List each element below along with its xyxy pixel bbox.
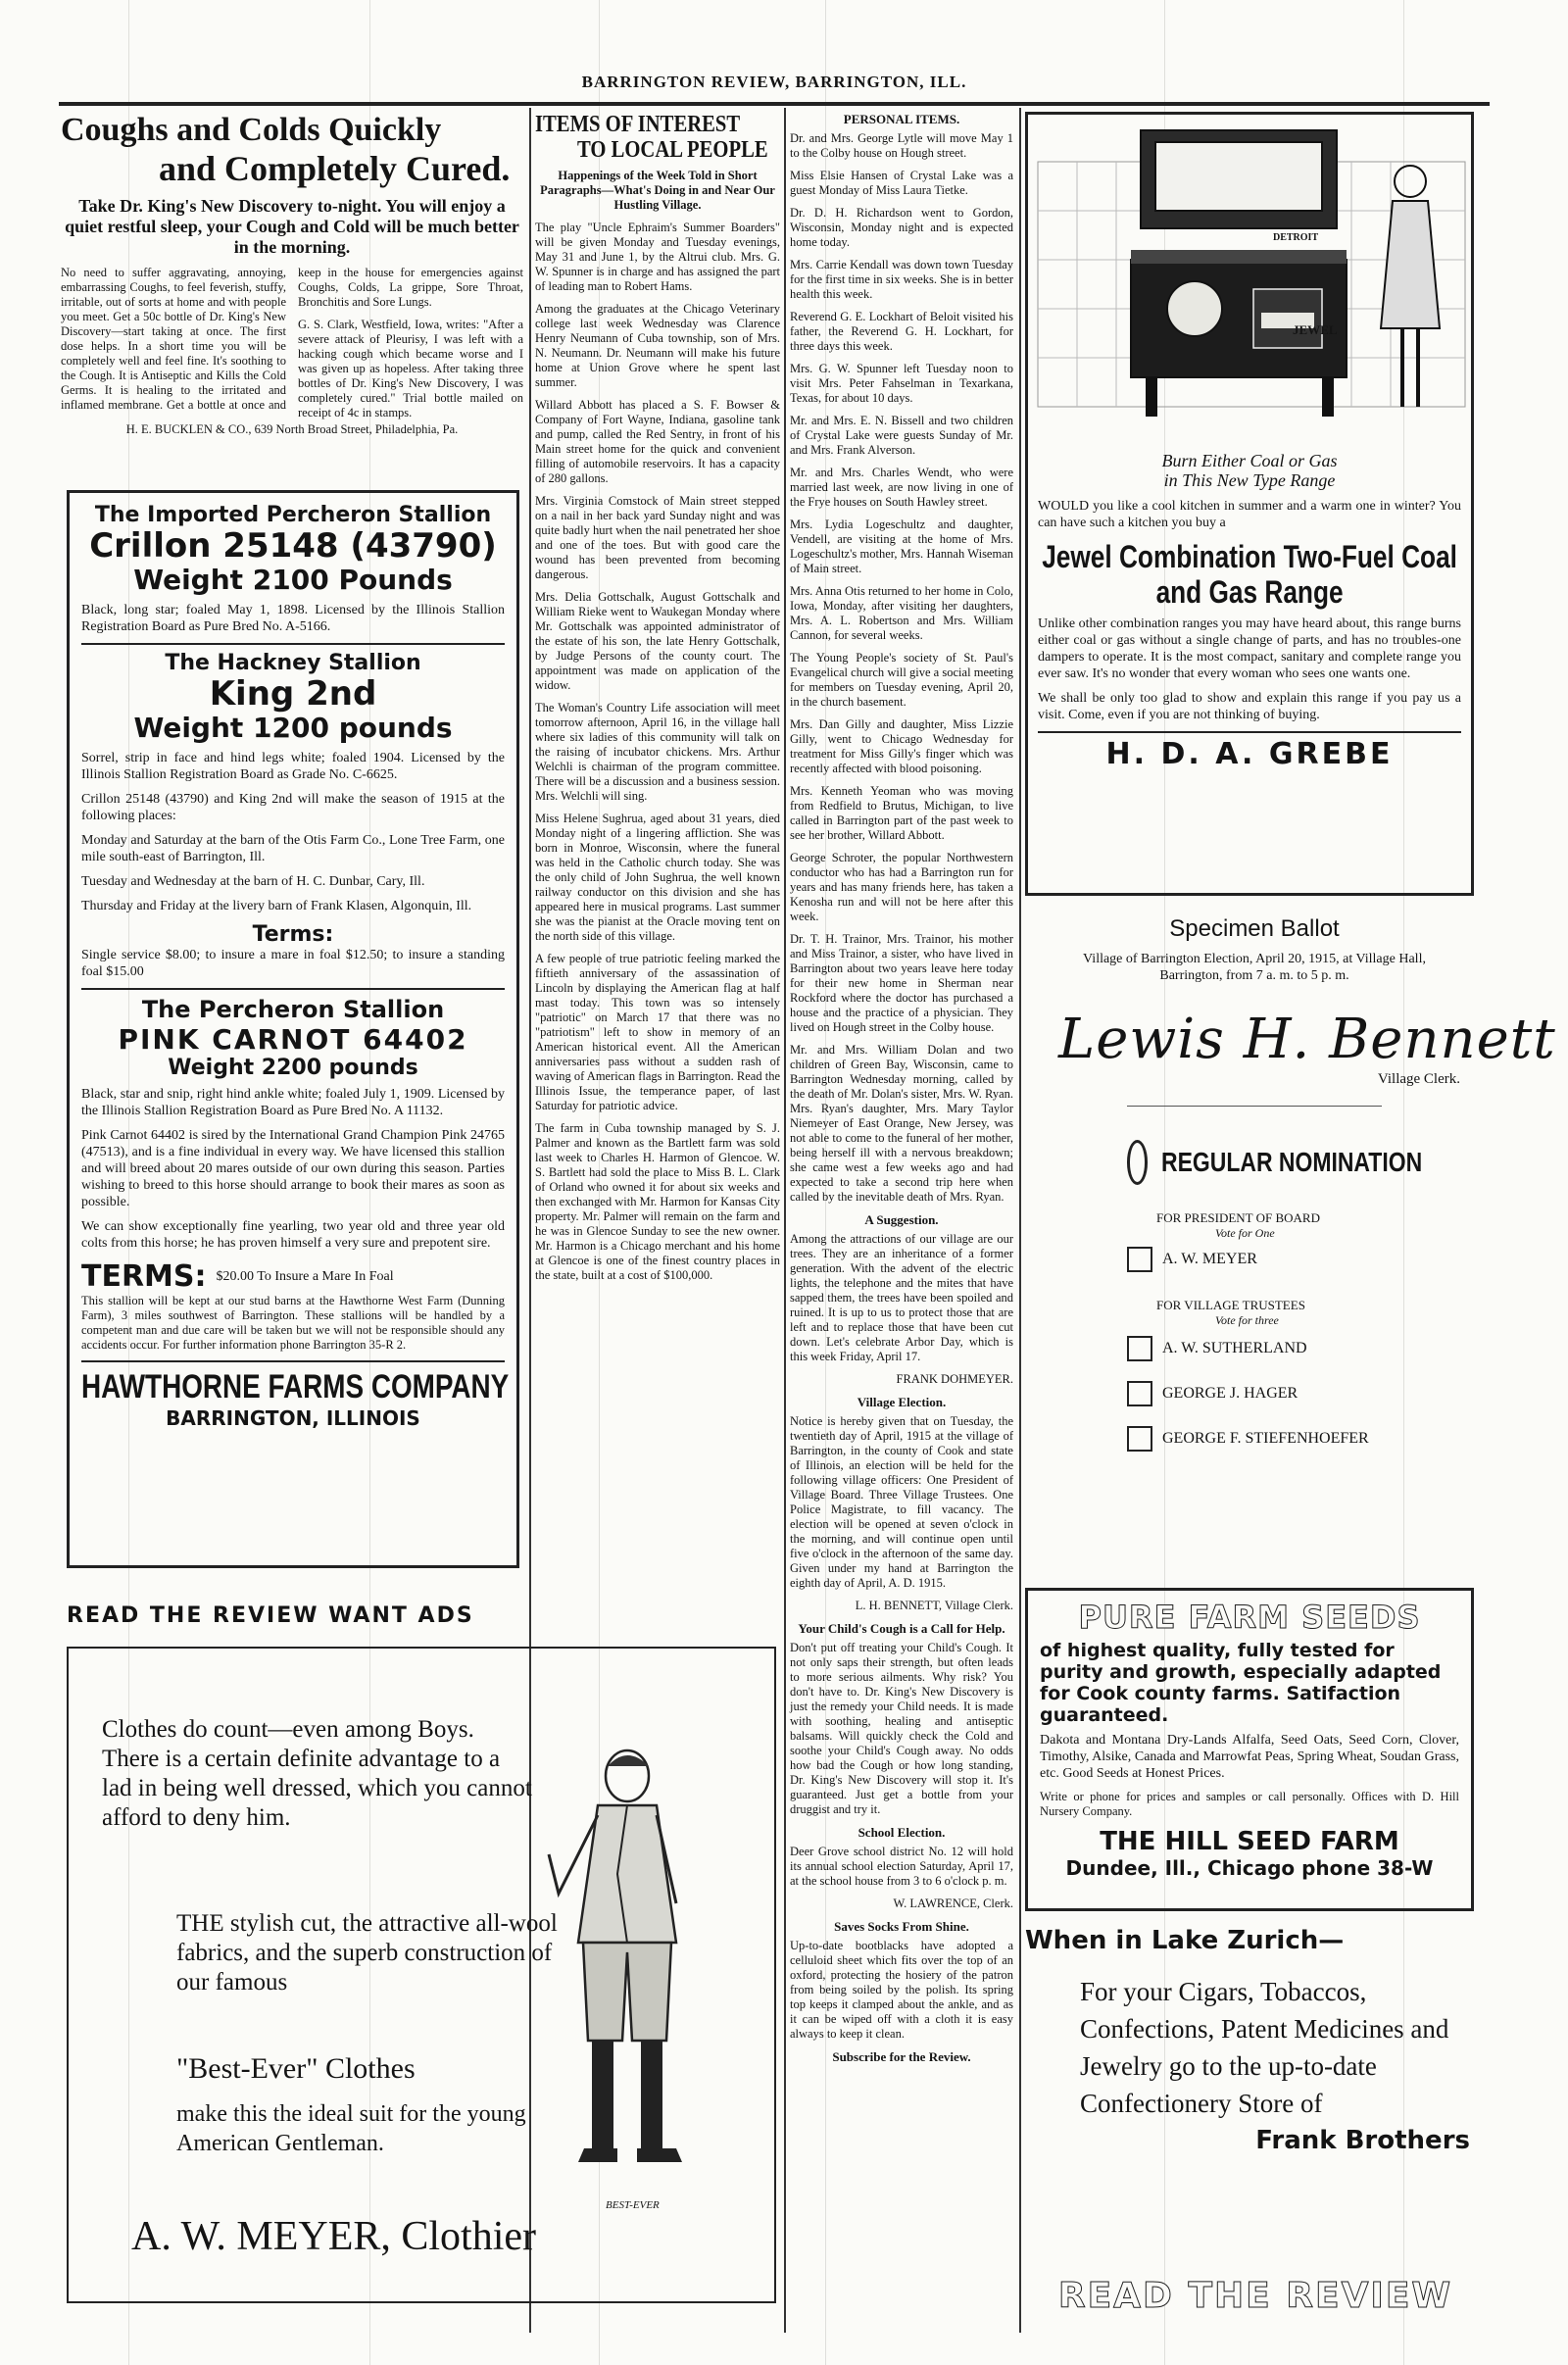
range-body-1: Unlike other combination ranges you may have heard about, this range burns either coal or gas without a single change of parts, and has no troubles-one dampers to operate. It is the most compact, sanitary and complete range you ever saw. It's no wonder that every woman who sees one wants one. [1038,616,1461,681]
read-the-review: READ THE REVIEW [1057,2276,1453,2316]
coughs-body-1: No need to suffer aggravating, annoying, embarrassing Coughs, to feel feverish, stuffy, irritable, out of sorts at home and with people you meet. Get a 50c bottle of Dr. King's New Discovery—start taking at once. The first dose helps. In a short time you will be completely well and feel fine. It's soothing to the Cough. It is Antiseptic and Kills the Cold Germs. It is healing to the irritated and inflamed membrane. Get a bottle at once and keep in the house for emergencies against Coughs, Colds, La grippe, Sore Throat, Bronchitis and Sore Lungs. [61,266,523,412]
items-of-interest [535,112,780,1641]
item-paragraph: Among the graduates at the Chicago Veterinary college last week Wednesday was Clarence Henry Neumann of Cuba township, son of Mrs. N. Neumann. Dr. Neumann will make his future home at Union Grove where he spent last summer. [535,302,780,389]
personal-paragraph: Mrs. Kenneth Yeoman who was moving from Redfield to Brutus, Michigan, to live called in Barrington part of the past week to see her brother, Willard Abbott. [790,784,1013,842]
ballot-line-1: Village of Barrington Election, April 20, 1915, at Village Hall, [1083,952,1426,966]
item-paragraph: The farm in Cuba township managed by S. J. Palmer and known as the Bartlett farm was sold last week to Charles H. Harmon of Glencoe. W. S. Bartlett had sold the place to Miss B. L. Clark of Orland who owned it for about six weeks and then exchanged with Mr. Harmon for Kansas City property. Mr. Palmer will remain on the farm and he was in Glencoe Sunday to see the new owner. Mr. Harmon is a Chicago merchant and his home at Glencoe is one of the finest country places in the state, built at a cost of $100,000. [535,1121,780,1282]
seeds-list: Dakota and Montana Dry-Lands Alfalfa, Seed Oats, Seed Corn, Clover, Timothy, Alsike, Canada and Marrowfat Peas, Spring Wheat, Soudan Grass, etc. Good Seeds at Honest Prices. [1040,1733,1459,1781]
range-title-2: and Gas Range [1155,574,1344,610]
suggestion-body: Among the attractions of our village are our trees. They are an inheritance of a former generation. With the advent of the electric lights, the telephone and the mites that have sapped them, the trees have been spoiled and ruined. It is up to us to protect those that are left and to replace those that have been cut down. Let's celebrate Arbor Day, which is this week Friday, April 17. [790,1232,1013,1363]
range-caption-2: in This New Type Range [1163,470,1336,490]
suggestion-title: A Suggestion. [864,1212,939,1227]
president-label: FOR PRESIDENT OF BOARD [1156,1210,1320,1225]
stallion-heading: The Imported Percheron Stallion [94,503,492,527]
zurich-store: Frank Brothers [1255,2126,1470,2155]
range-dealer: H. D. A. GREBE [1105,737,1394,771]
column-rule [1019,108,1021,2333]
candidate-trustee: A. W. SUTHERLAND [1162,1340,1307,1356]
trustee-note: Vote for three [1215,1313,1279,1327]
range-intro: WOULD you like a cool kitchen in summer and a warm one in winter? You can have such a kitchen you buy a [1038,499,1461,530]
subscribe-line: Subscribe for the Review. [832,2049,971,2064]
personal-paragraph: Mrs. Carrie Kendall was down town Tuesday for the first time in six weeks. She is in better health this week. [790,258,1013,301]
stallion-desc: Black, long star; foaled May 1, 1898. Licensed by the Illinois Stallion Registration Board as Pure Bred No. A-5166. [81,603,505,634]
coughs-signature: H. E. BUCKLEN & CO., 639 North Broad Street, Philadelphia, Pa. [125,422,459,436]
terms-detail: Single service $8.00; to insure a mare in foal $12.50; to insure a standing foal $15.00 [81,948,505,979]
hackney-weight: Weight 1200 pounds [133,712,453,744]
personal-paragraph: Mr. and Mrs. E. N. Bissell and two children of Crystal Lake were guests Sunday of Mr. and Mrs. Frank Alverson. [790,414,1013,457]
seeds-title: PURE FARM SEEDS [1078,1599,1421,1636]
clerk-title: Village Clerk. [1377,1071,1460,1087]
personal-paragraph: Miss Elsie Hansen of Crystal Lake was a guest Monday of Miss Laura Tietke. [790,169,1013,197]
items-title-2: TO LOCAL PEOPLE [577,137,768,163]
president-checkbox[interactable] [1127,1247,1152,1272]
boy-in-suit-illustration [529,1737,725,2188]
coughs-body-2: G. S. Clark, Westfield, Iowa, writes: "After a severe attack of Pleurisy, I was left with a hacking cough which became worse and I was given up as hopeless. After taking three bottles of Dr. King's New Discovery, I was completely cured." Trial bottle mailed on receipt of 4c in stamps. [298,318,523,419]
personal-paragraph: Mrs. Dan Gilly and daughter, Miss Lizzie Gilly, went to Chicago Wednesday for treatment for Miss Gilly's finger which was recently affected with blood poisoning. [790,717,1013,775]
stallion-ad [67,490,519,1568]
item-paragraph: Mrs. Delia Gottschalk, August Gottschalk and William Rieke went to Waukegan Monday where Mr. Gottschalk was appointed administrator of the estate of his son, the late Henry Gottschalk, by Judge Persons of the county court. The appointment was made on application of the widow. [535,590,780,692]
header-rule [59,102,1490,106]
terms2-detail: $20.00 To Insure a Mare In Foal [216,1269,394,1284]
personal-paragraph: Mr. and Mrs. William Dolan and two children of Green Bay, Wisconsin, came to Barrington Wednesday morning, called by the death of Mr. Dolan's sister, Mrs. W. Ryan. Mrs. Ryan's daughter, Mrs. Mary Taylor Niemeyer of East Orange, New Jersey, was not able to come to the funeral of her mother, being herself ill with a nervous breakdown; she came west a few weeks ago and had expected to take a second trip here when called by the inevitable death of Mrs. Ryan. [790,1043,1013,1204]
trustee-checkbox[interactable] [1127,1381,1152,1406]
candidate-trustee: GEORGE J. HAGER [1162,1385,1298,1402]
candidate-trustee: GEORGE F. STIEFENHOEFER [1162,1430,1369,1447]
item-paragraph: Mrs. Virginia Comstock of Main street stepped on a nail in her back yard Sunday night and was quite badly hurt when the nail penetrated her shoe and one of the toes. But with good care the wound has been prevented from becoming dangerous. [535,494,780,581]
clothier-ad [67,1647,776,2303]
stallion-name: Crillon 25148 (43790) [89,526,497,566]
cough-call-title: Your Child's Cough is a Call for Help. [798,1621,1005,1636]
socks-title: Saves Socks From Shine. [834,1919,969,1934]
company-city: BARRINGTON, ILLINOIS [166,1406,420,1430]
range-brand: DETROIT [1273,232,1319,243]
stallion-weight: Weight 2100 Pounds [133,564,453,596]
election-body: Notice is hereby given that on Tuesday, the twentieth day of April, 1915 at the village of Barrington, in the county of Cook and state of Illinois, an election will be held for the following village officers: One President of Village Board. Three Village Trustees. One Police Magistrate, to fill vacancy. The election will be opened at seven o'clock in the morning, and will continue open until five o'clock in the afternoon of the same day. Given under my hand at Barrington the eighth day of April, A. D. 1915. [790,1414,1013,1590]
terms2-heading: TERMS: [81,1259,207,1294]
item-paragraph: A few people of true patriotic feeling marked the fiftieth anniversary of the assassination of Lincoln by displaying the American flag at half mast today. This town was so intensely "patriotic" on March 17 that there was no "patriotism" left to show in memory of an American historical event. All the American anniversaries pass without a sudden rash of waving of American flags in Barrington. Read the Illinois Issue, the temperance paper, of last Saturday for patriotic advice. [535,952,780,1112]
percheron-desc: Black, star and snip, right hind ankle white; foaled July 1, 1909. Licensed by the Illinois Stallion Registration Board as Pure Bred No. A 11132. [81,1087,505,1118]
percheron-name: PINK CARNOT 64402 [118,1023,468,1056]
trustee-checkbox[interactable] [1127,1336,1152,1361]
school-election-title: School Election. [858,1825,946,1840]
jewel-range-ad [1025,112,1474,896]
hackney-name: King 2nd [209,674,377,714]
range-label: JEWEL [1293,322,1338,337]
school-election-body: Deer Grove school district No. 12 will hold its annual school election Saturday, April 17, at the school house from 3 to 6 o'clock p. m. [790,1845,1013,1888]
percheron-heading: The Percheron Stallion [141,996,445,1023]
seeds-ad [1025,1588,1474,1911]
personal-paragraph: Reverend G. E. Lockhart of Beloit visited his father, the Reverend G. H. Lockhart, for three days this week. [790,310,1013,353]
candidate-president: A. W. MEYER [1162,1251,1257,1267]
coughs-title-1: Coughs and Colds Quickly [61,112,442,148]
item-paragraph: The Woman's Country Life association will meet tomorrow afternoon, April 16, in the village hall where six ladies of this community will talk on the raising of incubator chickens. Mrs. Arthur Welchli is chairman of the program committee. There will be a discussion and a business session. Mrs. Welchli will sing. [535,701,780,803]
clothier-brand: "Best-Ever" Clothes [176,2052,416,2085]
terms-heading: Terms: [252,922,334,947]
clothier-intro: Clothes do count—even among Boys. There is a certain definite advantage to a lad in being well dressed, which you cannot afford to deny him. [102,1716,532,1831]
stud-info: This stallion will be kept at our stud barns at the Hawthorne West Farm (Dunning Farm), 3 miles southwest of Barrington. These stallions will be handled by a competent man and due care will be taken but we will not be responsible should any accidents occur. For further information phone Barrington 35-R 2. [81,1294,505,1352]
clothier-style: THE stylish cut, the attractive all-wool fabrics, and the superb construction of our famous [176,1910,558,1995]
personal-title: PERSONAL ITEMS. [843,112,960,126]
column-rule [784,108,786,2333]
seed-farm-city: Dundee, Ill., Chicago phone 38-W [1065,1856,1434,1880]
personal-paragraph: Mrs. Lydia Logeschultz and daughter, Vendell, are visiting at the home of Mrs. Logeschultz's mother, Mrs. Hannah Wiseman of Main street. [790,517,1013,575]
socks-body: Up-to-date bootblacks have adopted a celluloid sheet which fits over the top of an oxford, protecting the hosiery of the patron from being soiled by the polish. Its spring top keeps it clamped about the ankle, and as it can be wiped off with a cloth it is easy always to keep it clean. [790,1939,1013,2041]
school-election-signature: W. LAWRENCE, Clerk. [893,1897,1013,1910]
personal-paragraph: Dr. T. H. Trainor, Mrs. Trainor, his mother and Miss Trainor, a sister, who have lived in Barrington about two years leave here today for their new home in Sherman near Rockford where the doctor has purchased a house and the practice of a physician. They lived on Hough street in the Colby house. [790,932,1013,1034]
personal-paragraph: Mr. and Mrs. Charles Wendt, who were married last week, are now living in one of the Frye houses on South Hawley street. [790,466,1013,509]
items-title-1: ITEMS OF INTEREST [535,112,741,137]
coughs-title-2: and Completely Cured. [159,149,511,188]
company-name: HAWTHORNE FARMS COMPANY [81,1368,510,1405]
range-illustration [1038,123,1465,446]
coughs-lead: Take Dr. King's New Discovery to-night. You will enjoy a quiet restful sleep, your Cough and Cold will be much better in the morning. [65,196,519,257]
lake-zurich-ad [1025,1926,1486,2249]
trustee-checkbox[interactable] [1127,1426,1152,1452]
specimen-ballot [1029,915,1556,1543]
personal-paragraph: Mrs. Anna Otis returned to her home in Colo, Iowa, Monday, after visiting her daughters, Mrs. A. L. Robertson and Mrs. William Cannon, for several weeks. [790,584,1013,642]
season-intro: Crillon 25148 (43790) and King 2nd will make the season of 1915 at the following places: [81,792,505,823]
item-paragraph: Willard Abbott has placed a S. F. Bowser & Company of Fort Wayne, Indiana, gasoline tank and pump, called the Red Sentry, in front of his Main street home for the quick and convenient filling of automobile reservoirs. It has a capacity of 280 gallons. [535,398,780,485]
seed-farm-name: THE HILL SEED FARM [1100,1827,1399,1856]
percheron-colts: We can show exceptionally fine yearling, two year old and three year old colts from this horse; he has proven himself a very sure and prepotent sire. [81,1219,505,1251]
item-paragraph: The play "Uncle Ephraim's Summer Boarders" will be given Monday and Tuesday evenings, May 31 and June 1, by the Altrui club. Mrs. G. W. Spunner is in charge and has assigned the part of leading man to Robert Hams. [535,221,780,293]
suggestion-signature: FRANK DOHMEYER. [896,1372,1013,1386]
zurich-title: When in Lake Zurich— [1025,1926,1345,1955]
season-thursday: Thursday and Friday at the livery barn of Frank Klasen, Algonquin, Ill. [81,899,472,913]
regular-nomination: REGULAR NOMINATION [1161,1147,1423,1177]
range-title-1: Jewel Combination Two-Fuel Coal [1042,539,1457,574]
items-subtitle: Happenings of the Week Told in Short Paragraphs—What's Doing in and Near Our Hustling Village. [540,169,775,212]
percheron-weight: Weight 2200 pounds [168,1056,418,1080]
ballot-title: Specimen Ballot [1169,915,1340,942]
item-paragraph: Miss Helene Sughrua, aged about 31 years, died Monday night of a lingering affliction. She was born in Monroe, Wisconsin, where the funeral was held in the Catholic church today. She was the only child of John Sughrua, the well known railway conductor on this division and she has appeared here in musical programs. Last summer she was the pianist at the Oracle moving tent on the north side of this village. [535,812,780,943]
cough-call-body: Don't put off treating your Child's Cough. It not only saps their strength, but often leads to more serious ailments. Why risk? You don't have to. Dr. King's New Discovery is just the remedy your Child needs. It is made with soothing, healing and antiseptic balsams. Will quickly check the Cold and soothe your Child's Cough away. No odds how bad the Cough or how long standing, Dr. King's New Discovery will stop it. It's guaranteed. Just get a bottle from your druggist and try it. [790,1641,1013,1816]
personal-paragraph: Dr. and Mrs. George Lytle will move May 1 to the Colby house on Hough street. [790,131,1013,160]
ballot-line-2: Barrington, from 7 a. m. to 5 p. m. [1159,968,1349,983]
zurich-body: For your Cigars, Tobaccos, Confections, Patent Medicines and Jewelry go to the up-to-date Confectionery Store of [1080,1977,1449,2118]
clothier-name: A. W. MEYER, Clothier [131,2214,537,2259]
range-caption-1: Burn Either Coal or Gas [1161,451,1338,470]
hackney-heading: The Hackney Stallion [165,651,421,675]
personal-paragraph: George Schroter, the popular Northwestern conductor who has had a Barrington run for years and has many friends here, has taken a Kenosha run and will not be here after this week. [790,851,1013,923]
percheron-sire: Pink Carnot 64402 is sired by the International Grand Champion Pink 24765 (47513), and is a fine individual in every way. We have licensed this stallion and will breed about 20 mares outside of our own during this season. Parties wishing to breed to this horse should arrange to book their mares as soon as possible. [81,1128,505,1209]
seeds-subtitle: of highest quality, fully tested for purity and growth, especially adapted for Cook county farms. Satifaction guaranteed. [1040,1640,1442,1726]
clothier-pitch: make this the ideal suit for the young American Gentleman. [176,2101,526,2156]
personal-items [790,112,1013,2327]
read-review-want-ads: READ THE REVIEW WANT ADS [67,1603,474,1628]
season-monday: Monday and Saturday at the barn of the Otis Farm Co., Lone Tree Farm, one mile south-east of Barrington, Ill. [81,833,505,864]
page-header: BARRINGTON REVIEW, BARRINGTON, ILL. [581,73,967,91]
president-note: Vote for One [1215,1226,1275,1240]
personal-paragraph: The Young People's society of St. Paul's Evangelical church will give a social meeting for members on Tuesday evening, April 20, in the church basement. [790,651,1013,709]
nomination-circle[interactable] [1127,1140,1148,1185]
election-signature: L. H. BENNETT, Village Clerk. [855,1599,1013,1612]
personal-paragraph: Dr. D. H. Richardson went to Gordon, Wisconsin, Monday night and is expected home today. [790,206,1013,249]
seeds-contact: Write or phone for prices and samples or call personally. Offices with D. Hill Nursery Company. [1040,1790,1459,1818]
personal-paragraph: Mrs. G. W. Spunner left Tuesday noon to visit Mrs. Peter Fahselman in Texarkana, Texas, for about 10 days. [790,362,1013,405]
coughs-ad [61,112,523,484]
best-ever-label: BEST-EVER [606,2199,660,2211]
trustee-label: FOR VILLAGE TRUSTEES [1156,1298,1305,1312]
season-tuesday: Tuesday and Wednesday at the barn of H. C. Dunbar, Cary, Ill. [81,874,425,889]
range-body-2: We shall be only too glad to show and explain this range if you pay us a visit. Come, even if you are not thinking of buying. [1038,691,1461,722]
clerk-signature: Lewis H. Bennett [1058,1008,1556,1071]
hackney-desc: Sorrel, strip in face and hind legs white; foaled 1904. Licensed by the Illinois Stallion Registration Board as Grade No. C-6625. [81,751,505,782]
election-title: Village Election. [857,1395,947,1409]
